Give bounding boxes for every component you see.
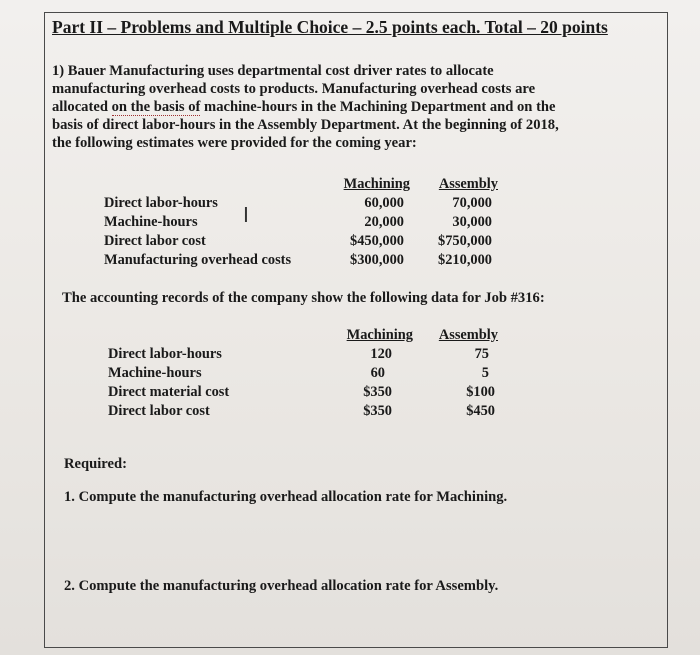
question-2: 2. Compute the manufacturing overhead allocation rate for Assembly. [64, 578, 499, 594]
table-row [108, 365, 528, 383]
table-row [108, 384, 528, 402]
paragraph-text: machine-hours in the Machining Department and on the [200, 99, 556, 115]
row-label: Machine-hours [104, 214, 198, 230]
table-row [104, 214, 524, 232]
row-label: Direct labor-hours [104, 195, 218, 211]
problem-paragraph [52, 62, 652, 152]
assembly-value: 5 [481, 365, 489, 381]
machining-value: 60,000 [364, 195, 404, 211]
table-header-row [104, 176, 524, 194]
assembly-value: 75 [474, 346, 489, 362]
machining-value: $350 [363, 403, 392, 419]
column-header-machining: Machining [343, 176, 410, 192]
paragraph-line: the following estimates were provided for the coming year: [52, 135, 417, 151]
machining-value: 60 [370, 365, 385, 381]
section-heading: Part II – Problems and Multiple Choice – 2.5 points each. Total – 20 points [52, 17, 608, 37]
job-table [108, 327, 528, 423]
paragraph-line [52, 98, 652, 116]
records-intro: The accounting records of the company show the following data for Job #316: [62, 290, 545, 306]
column-header-assembly: Assembly [438, 176, 498, 192]
underlined-phrase: on the basis of [111, 99, 201, 115]
row-label: Direct labor-hours [108, 346, 222, 362]
machining-value: $450,000 [350, 233, 404, 249]
row-label: Direct material cost [108, 384, 230, 400]
text-cursor-icon: I [243, 203, 249, 227]
table-header-row [108, 327, 528, 345]
assembly-value: $100 [466, 384, 495, 400]
column-header-assembly: Assembly [438, 327, 498, 343]
assembly-value: 70,000 [452, 195, 492, 211]
row-label: Machine-hours [108, 365, 202, 381]
machining-value: 20,000 [364, 214, 404, 230]
table-row [108, 346, 528, 364]
column-header-machining: Machining [346, 327, 413, 343]
row-label: Manufacturing overhead costs [104, 252, 292, 268]
assembly-value: $450 [466, 403, 495, 419]
paragraph-line: manufacturing overhead costs to products. Manufacturing overhead costs are [52, 81, 536, 97]
assembly-value: $750,000 [438, 233, 492, 249]
row-label: Direct labor cost [108, 403, 210, 419]
question-1: 1. Compute the manufacturing overhead allocation rate for Machining. [64, 489, 508, 505]
table-row [104, 195, 524, 213]
paragraph-line: basis of direct labor-hours in the Assembly Department. At the beginning of 2018, [52, 117, 559, 133]
machining-value: $350 [363, 384, 392, 400]
estimates-table [104, 176, 524, 272]
table-row [108, 403, 528, 421]
table-row [104, 233, 524, 251]
assembly-value: 30,000 [452, 214, 492, 230]
machining-value: $300,000 [350, 252, 404, 268]
paragraph-line: 1) Bauer Manufacturing uses departmental cost driver rates to allocate [52, 63, 494, 79]
table-row [104, 252, 524, 270]
required-label: Required: [64, 456, 127, 472]
assembly-value: $210,000 [438, 252, 492, 268]
row-label: Direct labor cost [104, 233, 206, 249]
paragraph-text: allocated [52, 99, 112, 115]
machining-value: 120 [370, 346, 392, 362]
